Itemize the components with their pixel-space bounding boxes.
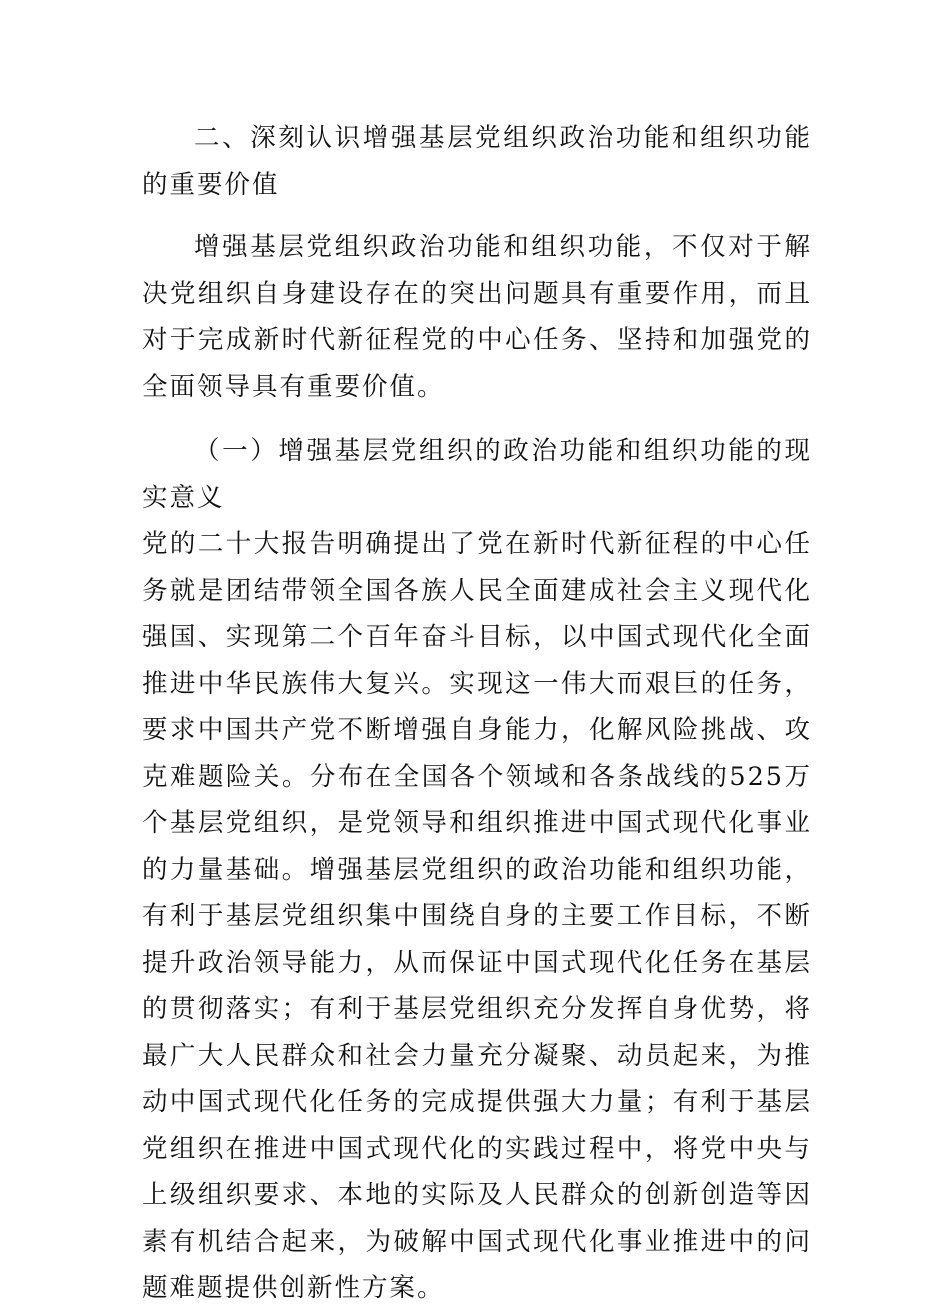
section-heading: 二、深刻认识增强基层党组织政治功能和组织功能的重要价值	[142, 123, 812, 200]
subsection-heading: （一）增强基层党组织的政治功能和组织功能的现实意义	[142, 436, 812, 513]
document-body	[142, 115, 812, 1312]
intro-paragraph: 增强基层党组织政治功能和组织功能，不仅对于解决党组织自身建设存在的突出问题具有重要作用，而且对于完成新时代新征程党的中心任务、坚持和加强党的全面领导具有重要价值。	[142, 232, 812, 402]
body-paragraph: 党的二十大报告明确提出了党在新时代新征程的中心任务就是团结带领全国各族人民全面建成社会主义现代化强国、实现第二个百年奋斗目标，以中国式现代化全面推进中华民族伟大复兴。实现这一伟大而艰巨的任务，要求中国共产党不断增强自身能力，化解风险挑战、攻克难题险关。分布在全国各个领域和各条战线的525万个基层党组织，是党领导和组织推进中国式现代化事业的力量基础。增强基层党组织的政治功能和组织功能，有利于基层党组织集中围绕自身的主要工作目标，不断提升政治领导能力，从而保证中国式现代化任务在基层的贯彻落实；有利于基层党组织充分发挥自身优势，将最广大人民群众和社会力量充分凝聚、动员起来，为推动中国式现代化任务的完成提供强大力量；有利于基层党组织在推进中国式现代化的实践过程中，将党中央与上级组织要求、本地的实际及人民群众的创新创造等因素有机结合起来，为破解中国式现代化事业推进中的问题难题提供创新性方案。	[142, 529, 812, 1303]
